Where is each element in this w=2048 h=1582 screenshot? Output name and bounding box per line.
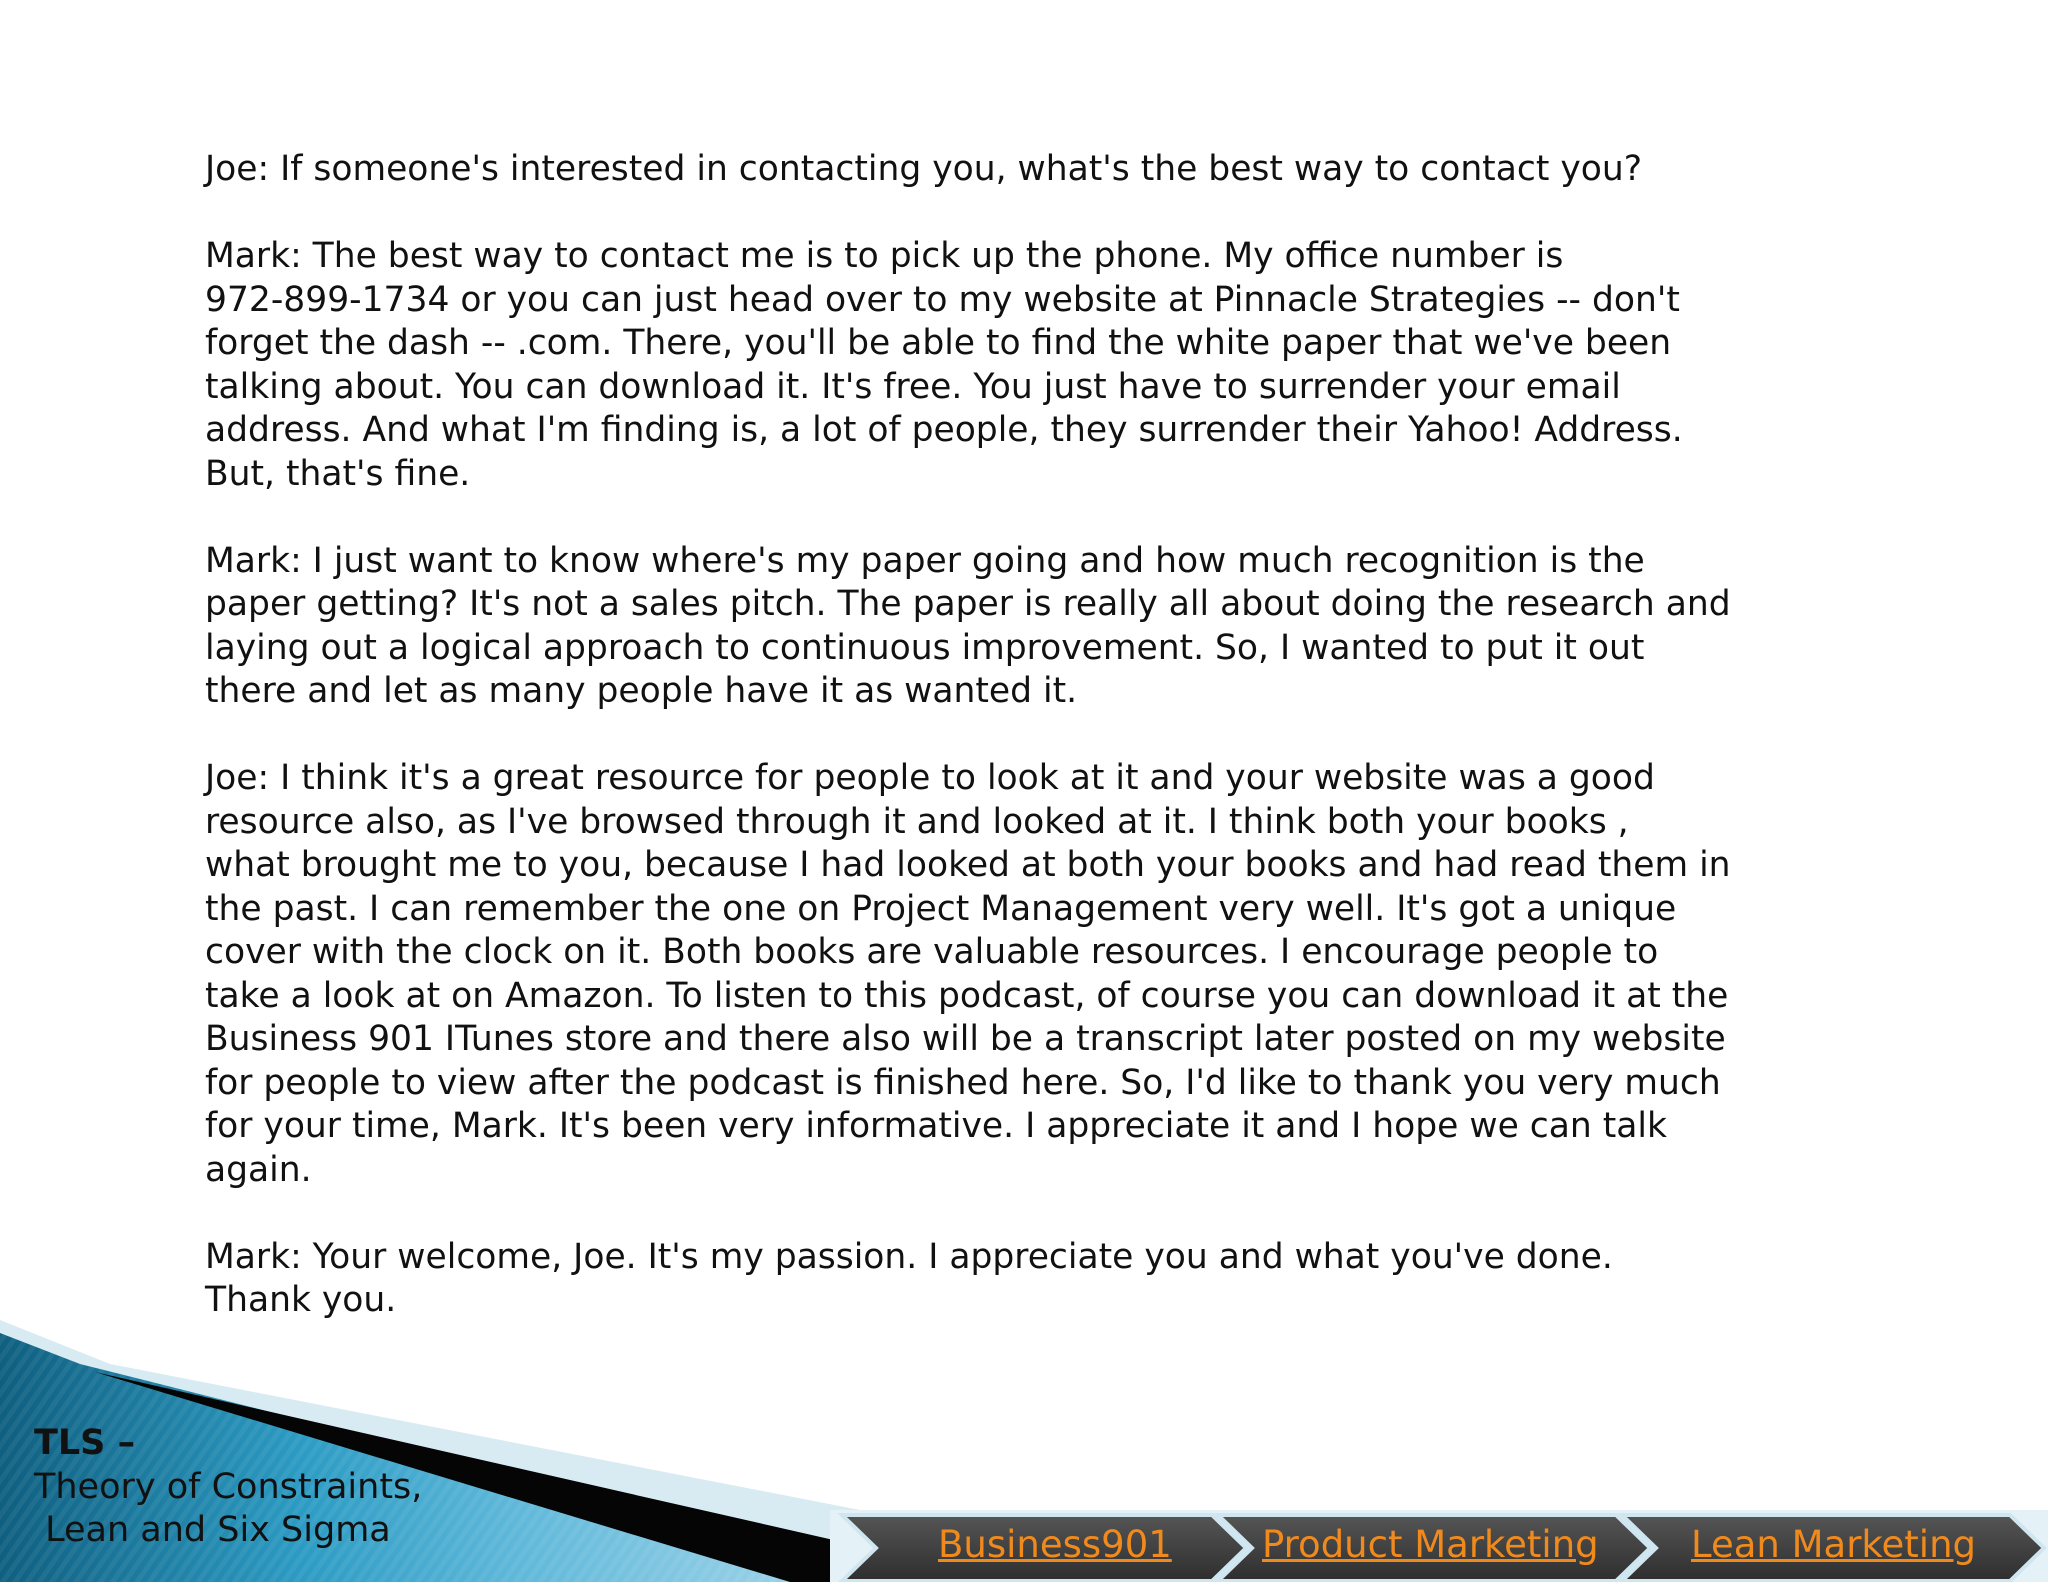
dialogue-paragraph — [205, 148, 1845, 192]
dialogue-text: I think it's a great resource for people to look at it and your website was a good resource also, as I've browsed through it and looked at it. I think both your books , what brought me to you, because I had looked at both your books and had read them in the past. I can remember the one on Project Management very well. It's got a unique cover with the clock on it. Both books are valuable resources. I encourage people to take a look at on Amazon. To listen to this podcast, of course you can download it at the Business 901 ITunes store and there also will be a transcript later posted on my website for people to view after the podcast is finished here. So, I'd like to thank you very much for your time, Mark. It's been very informative. I appreciate it and I hope we can talk again. — [205, 758, 1731, 1190]
footer-title-line: Theory of Constraints, — [34, 1466, 423, 1507]
dialogue-text: I just want to know where's my paper going and how much recognition is the paper getting? It's not a sales pitch. The paper is really all about doing the research and laying out a logical approach to continuous improvement. So, I wanted to put it out there and let as many people have it as wanted it. — [205, 540, 1731, 711]
speaker-label: Joe: — [205, 758, 270, 798]
dialogue-text: If someone's interested in contacting you, what's the best way to contact you? — [280, 149, 1643, 189]
dialogue-paragraph — [205, 235, 1845, 496]
dialogue-paragraph — [205, 757, 1845, 1192]
dialogue-text: The best way to contact me is to pick up the phone. My office number is 972-899-1734 or you can just head over to my website at Pinnacle Strategies -- don't forget the dash -- .com. There, you'll be able to find the white paper that we've been talking about. You can download it. It's free. You just have to surrender your email address. And what I'm finding is, a lot of people, they surrender their Yahoo! Address. But, that's fine. — [205, 236, 1683, 494]
dialogue-paragraph — [205, 1236, 1845, 1323]
dialogue-text: Your welcome, Joe. It's my passion. I appreciate you and what you've done. Thank you. — [205, 1236, 1613, 1320]
footer-title-line: Lean and Six Sigma — [34, 1510, 391, 1550]
speaker-label: Mark: — [205, 236, 302, 276]
nav-link-product-marketing[interactable]: Product Marketing — [1262, 1523, 1599, 1566]
dialogue-paragraph — [205, 540, 1845, 714]
nav-link-business901[interactable]: Business901 — [938, 1523, 1172, 1566]
footer-title-abbrev: TLS – — [34, 1423, 136, 1463]
speaker-label: Mark: — [205, 1236, 302, 1277]
speaker-label: Mark: — [205, 540, 302, 581]
transcript — [205, 148, 1845, 1366]
speaker-label: Joe: — [205, 149, 270, 189]
nav-link-lean-marketing[interactable]: Lean Marketing — [1691, 1523, 1977, 1566]
footer-title — [34, 1422, 422, 1553]
